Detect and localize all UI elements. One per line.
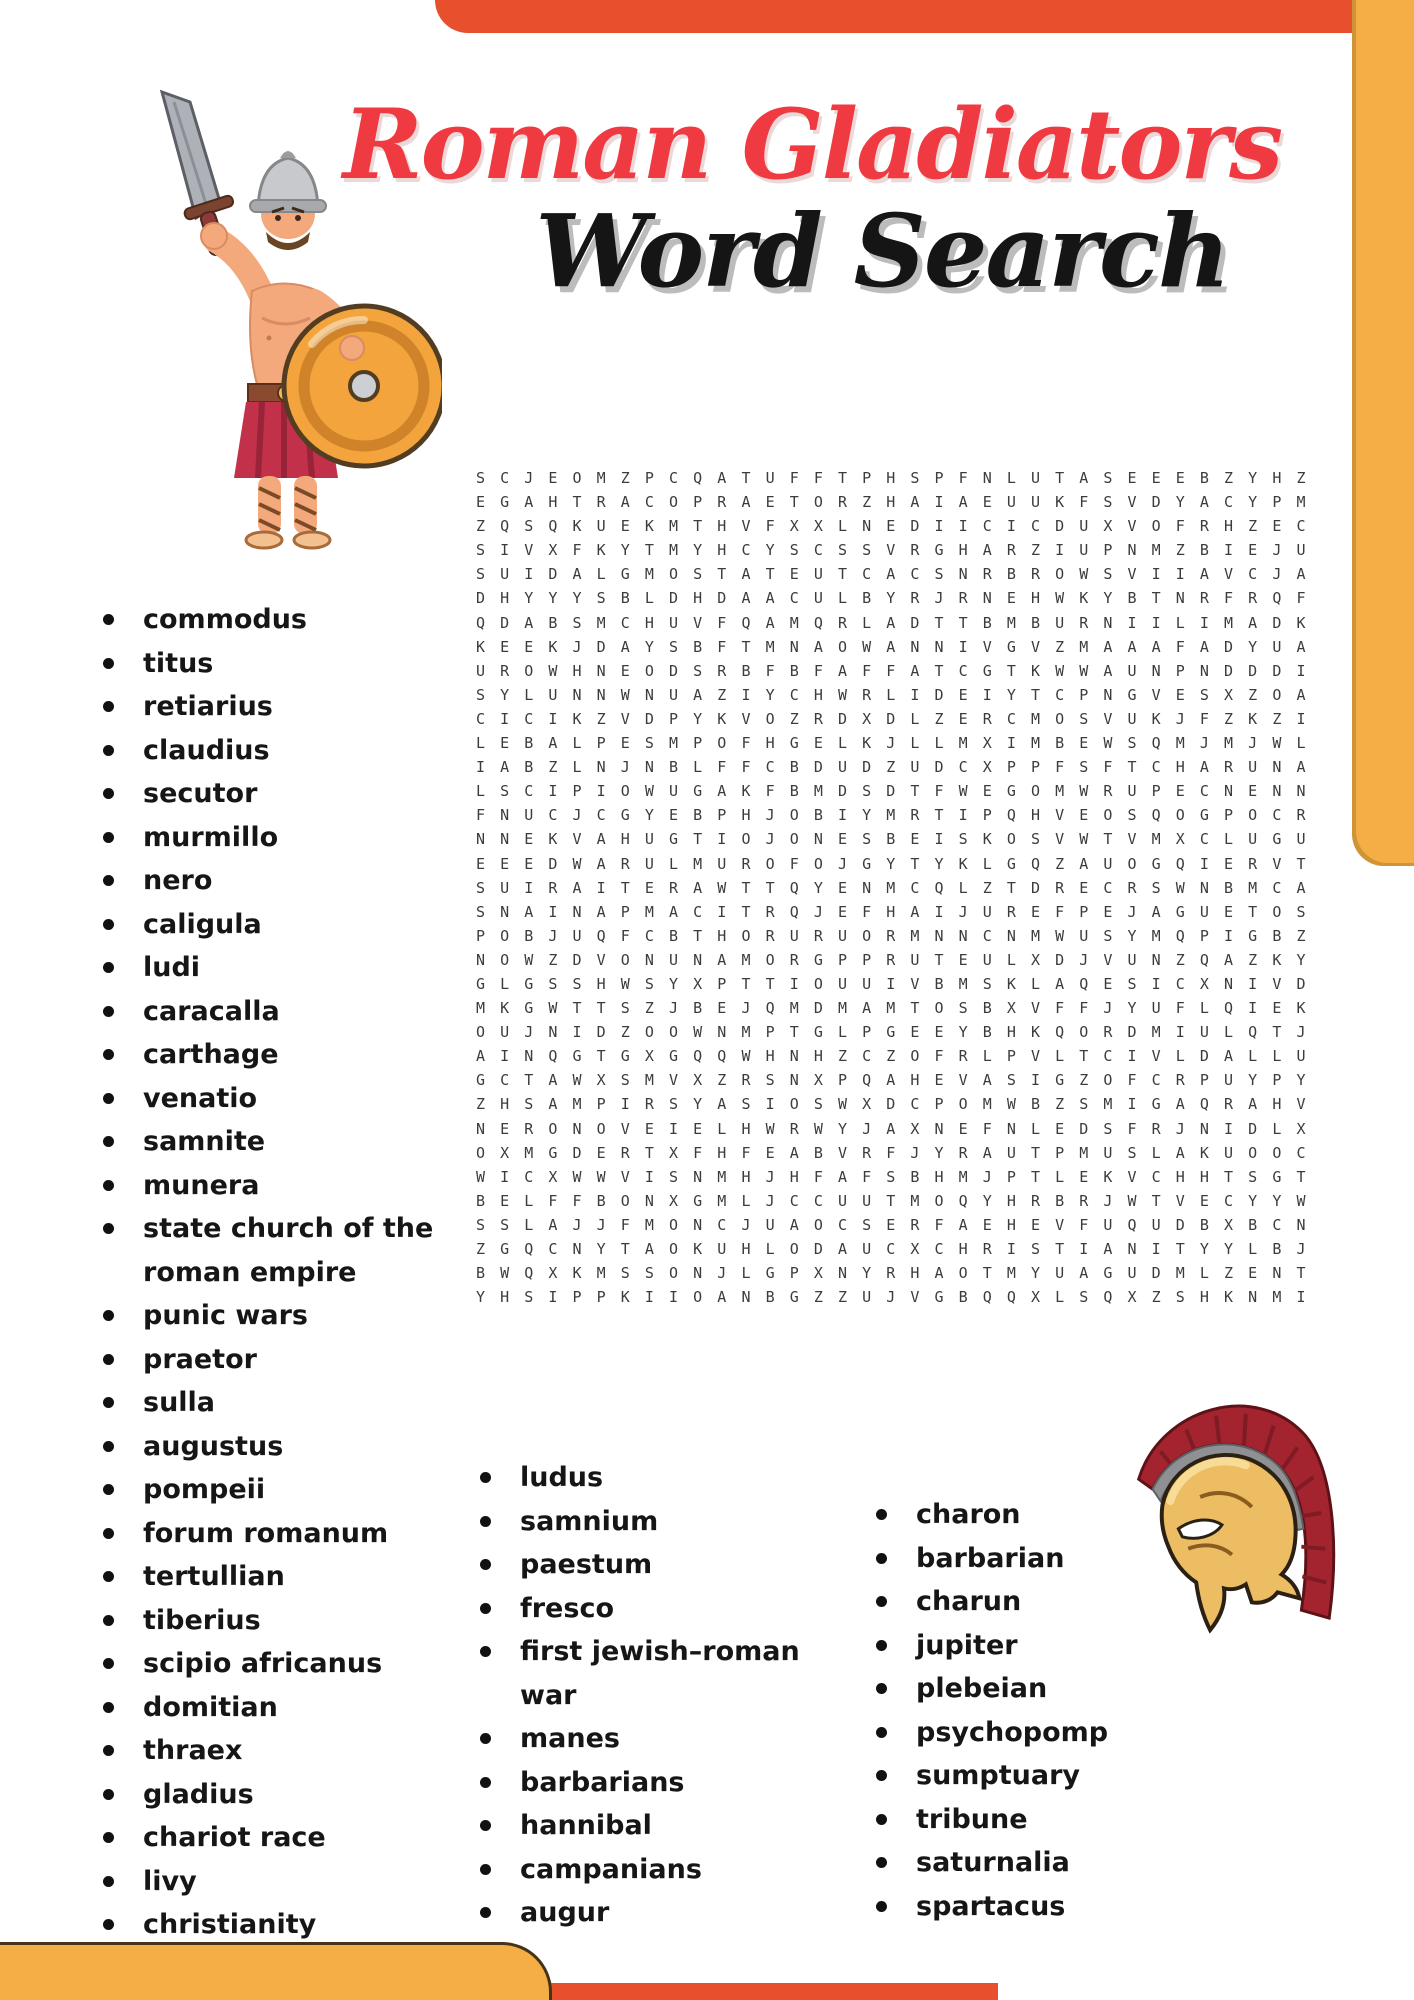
word-list-middle	[472, 1456, 802, 1935]
word-label: tertullian	[143, 1561, 285, 1592]
grid-row: LSCIPIOWUGAKFBMDSDTFWEGOMWRUPECNENN	[476, 782, 1321, 801]
word-label: plebeian	[916, 1673, 1048, 1704]
word-label: commodus	[143, 604, 307, 635]
bullet-icon	[103, 614, 114, 625]
word-label: titus	[143, 647, 214, 679]
grid-row: GCTAWXSMVXZRSNXPQAHEVASIGZOFCRPUYPY	[476, 1071, 1321, 1090]
word-list-item	[95, 1120, 455, 1164]
bullet-icon	[103, 1658, 114, 1669]
word-label: paestum	[520, 1549, 653, 1580]
word-list-item	[95, 1381, 455, 1425]
bullet-icon	[876, 1727, 887, 1738]
word-label: tiberius	[143, 1604, 261, 1636]
word-list-item	[95, 1033, 455, 1077]
bullet-icon	[876, 1814, 887, 1825]
bullet-icon	[103, 962, 114, 973]
bullet-icon	[876, 1770, 887, 1781]
bullet-icon	[103, 1180, 114, 1191]
grid-row: ZHSAMPIRSYASIOSWXDCPOMWBZSMIGAQRAHV	[476, 1095, 1321, 1114]
bullet-icon	[480, 1733, 491, 1744]
word-label: pompeii	[143, 1474, 266, 1505]
word-label: samnium	[520, 1505, 659, 1537]
word-label: domitian	[143, 1691, 278, 1723]
bullet-icon	[103, 1528, 114, 1539]
word-label: nero	[143, 865, 213, 896]
word-list-item	[472, 1456, 802, 1500]
grid-row: NOWZDVONUNAMORGPPRUTEULXDJVUNZQAZKY	[476, 950, 1321, 969]
word-list-item	[95, 1555, 455, 1599]
word-label: munera	[143, 1169, 260, 1201]
word-list-item	[472, 1804, 802, 1848]
grid-row: SSLAJJFMONCJUAOCSERFAEHEVFUQUDBXBCN	[476, 1215, 1321, 1234]
word-list-item	[95, 1816, 455, 1860]
word-list-item	[472, 1630, 802, 1717]
word-label: fresco	[520, 1592, 614, 1624]
grid-row: POBJUQFCBTHORURUORMNNCNMWUSYMQPIGBZ	[476, 926, 1321, 945]
grid-row: ZGQCNYTAOKUHLODAUCXCHRISTIANITYYLBJ	[476, 1240, 1321, 1258]
bullet-icon	[103, 1093, 114, 1104]
word-label: venatio	[143, 1082, 258, 1114]
word-label: barbarian	[916, 1542, 1065, 1574]
word-list-item	[868, 1711, 1188, 1755]
word-list-item	[95, 816, 455, 860]
word-list-item	[95, 859, 455, 903]
grid-row: BELFFBONXGMLJCCUUTMOQYHRBRJWTVECYYW	[476, 1191, 1321, 1210]
grid-row: EGAHTRACOPRAETORZHAIAEUUKFSVDYACYPM	[476, 493, 1321, 512]
bullet-icon	[103, 1136, 114, 1147]
grid-row: NNEKVAHUGTIOJONESBEISKOSVWTVMXCLUGU	[476, 830, 1321, 849]
bullet-icon	[103, 745, 114, 756]
word-label: barbarians	[520, 1766, 685, 1798]
bullet-icon	[103, 1745, 114, 1756]
bullet-icon	[480, 1820, 491, 1831]
grid-row: SCJEOMZPCQATUFFTPHSPFNLUTASEEEBZYHZ	[476, 469, 1321, 487]
grid-row: UROWHNEODSRBFBFAFFATCGTKWWAUNPNDDDI	[476, 661, 1321, 680]
word-list-item	[95, 1860, 455, 1904]
word-label: manes	[520, 1723, 620, 1754]
grid-row: NERONOVEIELHWRWYJAXNEFNLEDSFRJNIDLX	[476, 1119, 1321, 1138]
word-label: murmillo	[143, 821, 279, 853]
bullet-icon	[876, 1683, 887, 1694]
word-list-item	[95, 1642, 455, 1686]
word-list-left	[95, 598, 455, 1947]
bullet-icon	[876, 1509, 887, 1520]
word-label: caracalla	[143, 995, 280, 1027]
word-label: ludus	[520, 1462, 604, 1493]
bullet-icon	[480, 1777, 491, 1788]
bullet-icon	[103, 1354, 114, 1365]
roman-helmet-icon	[1108, 1378, 1338, 1636]
word-list-item	[472, 1761, 802, 1805]
grid-row: OXMGDERTXFHFEABVRFJYRAUTPMUSLAKUOOC	[476, 1143, 1321, 1162]
bullet-icon	[103, 1397, 114, 1408]
word-list-item	[95, 1468, 455, 1512]
bullet-icon	[480, 1516, 491, 1527]
word-list-item	[95, 1599, 455, 1643]
word-label: augustus	[143, 1430, 284, 1462]
grid-row: ZQSQKUEKMTHVFXXLNEDIICICDUXVOFRHZEC	[476, 517, 1321, 536]
word-label: secutor	[143, 778, 258, 809]
grid-row: AINQGTGXGQQWHNHZCZOFRLPVLTCIVLDALLU	[476, 1047, 1321, 1066]
word-list-item	[472, 1587, 802, 1631]
word-list-item	[95, 598, 455, 642]
bullet-icon	[103, 1049, 114, 1060]
word-list-item	[472, 1500, 802, 1544]
word-list-item	[868, 1841, 1188, 1885]
word-label: forum romanum	[143, 1517, 389, 1549]
grid-row: SIVXFKYTMYHCYSCSSVRGHARZIUPNMZBIEJU	[476, 541, 1321, 560]
grid-row: SNAINAPMACITRQJEFHAIJUREFPEJAGUETOS	[476, 902, 1321, 921]
word-label: charon	[916, 1499, 1021, 1530]
bullet-icon	[103, 919, 114, 930]
grid-row: CICIKZVDPYKVOZRDXDLZERCMOSVUKJFZKZI	[476, 709, 1321, 728]
bottom-red-accent-bar	[498, 1983, 998, 2000]
bullet-icon	[103, 1441, 114, 1452]
bullet-icon	[103, 1876, 114, 1887]
grid-row: OUJNIDZOOWNMPTGLPGEEYBHKQORDMIULQTJ	[476, 1023, 1321, 1042]
bullet-icon	[876, 1901, 887, 1912]
bullet-icon	[103, 1310, 114, 1321]
bullet-icon	[480, 1472, 491, 1483]
word-label: punic wars	[143, 1300, 308, 1331]
word-label: caligula	[143, 908, 262, 940]
grid-row: WICXWWVISNMHJHFAFSBHMJPTLEKVCHHTSGT	[476, 1167, 1321, 1186]
word-list-item	[95, 772, 455, 816]
bullet-icon	[480, 1907, 491, 1918]
word-list-item	[95, 1686, 455, 1730]
word-list-item	[95, 1773, 455, 1817]
word-list-item	[868, 1798, 1188, 1842]
grid-row: QDABSMCHUVFQAMQRLADTTBMBURNIILIMADK	[476, 613, 1321, 632]
grid-row: DHYYYSBLDHDAACULBYRJRNEHWKYBTNRFRQF	[476, 589, 1321, 608]
word-list-item	[95, 946, 455, 990]
word-list-item	[868, 1667, 1188, 1711]
grid-row: GLGSSHWSYXPTTIOUUIVBMSKLAQESICXNIVD	[476, 974, 1321, 993]
grid-row: SUIRAITERAWTTQYENMCQLZTDRECRSWNBMCA	[476, 878, 1321, 897]
bullet-icon	[480, 1603, 491, 1614]
word-list-item	[95, 685, 455, 729]
word-label: campanians	[520, 1853, 702, 1885]
bullet-icon	[103, 1789, 114, 1800]
word-label: ludi	[143, 952, 201, 983]
bullet-icon	[103, 1919, 114, 1930]
grid-row: IABZLNJNBLFFCBDUDZUDCXPPFSFTCHARUNA	[476, 758, 1321, 777]
grid-row: BWQXKMSSONJLGPXNYRHAOTMYUAGUDMLZENT	[476, 1264, 1321, 1283]
word-list-item	[472, 1543, 802, 1587]
grid-row: SYLUNNWNUAZIYCHWRLIDEIYTCPNGVESXZOA	[476, 685, 1321, 704]
word-label: chariot race	[143, 1822, 326, 1853]
word-list-item	[95, 1903, 455, 1947]
grid-row: SUIDALGMOSTATEUTCACSNRBROWSVIIAVCJA	[476, 565, 1321, 584]
bullet-icon	[103, 1006, 114, 1017]
word-list-item	[95, 1425, 455, 1469]
bullet-icon	[876, 1596, 887, 1607]
page-title: Roman Gladiators	[342, 88, 1282, 201]
word-label: tribune	[916, 1803, 1028, 1835]
word-label: samnite	[143, 1126, 266, 1157]
word-label: carthage	[143, 1039, 279, 1070]
bullet-icon	[103, 1223, 114, 1234]
bullet-icon	[876, 1640, 887, 1651]
word-list-item	[95, 729, 455, 773]
word-label: augur	[520, 1897, 610, 1928]
word-list-item	[95, 642, 455, 686]
word-list-item	[868, 1754, 1188, 1798]
word-list-item	[472, 1717, 802, 1761]
word-label: livy	[143, 1865, 197, 1897]
word-label: state church of the roman empire	[143, 1213, 434, 1288]
grid-row: LEBALPESMPOFHGELKJLLMXIMBEWSQMJMJWL	[476, 734, 1321, 753]
bottom-yellow-accent-block	[0, 1942, 552, 2000]
grid-row: MKGWTTSZJBEJQMDMAMTOSBXVFFJYUFLQIEK	[476, 999, 1321, 1018]
word-list-item	[472, 1891, 802, 1935]
right-yellow-accent-bar	[1352, 0, 1414, 866]
word-label: sulla	[143, 1387, 216, 1418]
bullet-icon	[103, 1484, 114, 1495]
bullet-icon	[876, 1857, 887, 1868]
word-list-item	[95, 990, 455, 1034]
word-list-item	[95, 1207, 455, 1294]
bullet-icon	[103, 875, 114, 886]
word-label: claudius	[143, 734, 270, 766]
bullet-icon	[103, 1615, 114, 1626]
word-list-item	[95, 1729, 455, 1773]
grid-row: EEEDWARULMUROFOJGYTYKLGQZAUOGQIERVT	[476, 854, 1321, 873]
word-list-item	[95, 1512, 455, 1556]
bullet-icon	[103, 832, 114, 843]
bullet-icon	[103, 701, 114, 712]
word-label: christianity	[143, 1909, 317, 1940]
word-list-item	[472, 1848, 802, 1892]
word-list-item	[868, 1885, 1188, 1929]
word-label: first jewish–roman war	[520, 1636, 800, 1711]
word-list-item	[95, 1338, 455, 1382]
word-label: spartacus	[916, 1890, 1066, 1922]
grid-row: YHSIPPKIIOANBGZZUJVGBQQXLSQXZSHKNMI	[476, 1288, 1321, 1307]
word-list-item	[95, 1077, 455, 1121]
bullet-icon	[103, 1702, 114, 1713]
bullet-icon	[103, 658, 114, 669]
grid-row: FNUCJCGYEBPHJOBIYMRTIPQHVEOSQOGPOCR	[476, 806, 1321, 825]
word-list-item	[95, 903, 455, 947]
bullet-icon	[876, 1553, 887, 1564]
word-label: sumptuary	[916, 1760, 1081, 1791]
word-label: gladius	[143, 1778, 254, 1810]
top-red-accent-bar	[435, 0, 1362, 33]
gladiator-illustration-icon	[112, 86, 442, 556]
bullet-icon	[480, 1559, 491, 1570]
word-label: praetor	[143, 1343, 257, 1375]
word-list-item	[95, 1294, 455, 1338]
word-label: thraex	[143, 1735, 243, 1766]
page-subtitle: Word Search	[535, 192, 1229, 310]
bullet-icon	[103, 788, 114, 799]
bullet-icon	[480, 1646, 491, 1657]
word-label: saturnalia	[916, 1847, 1070, 1878]
word-search-grid	[476, 466, 1321, 1309]
bullet-icon	[103, 1832, 114, 1843]
bullet-icon	[480, 1864, 491, 1875]
word-label: hannibal	[520, 1810, 652, 1841]
word-label: psychopomp	[916, 1716, 1109, 1748]
bullet-icon	[103, 1571, 114, 1582]
word-label: retiarius	[143, 691, 273, 722]
word-label: charun	[916, 1586, 1022, 1617]
word-label: jupiter	[916, 1629, 1018, 1661]
word-list-item	[95, 1164, 455, 1208]
grid-row: KEEKJDAYSBFTMNAOWANNIVGVZMAAAFADYUA	[476, 637, 1321, 656]
word-label: scipio africanus	[143, 1648, 383, 1679]
